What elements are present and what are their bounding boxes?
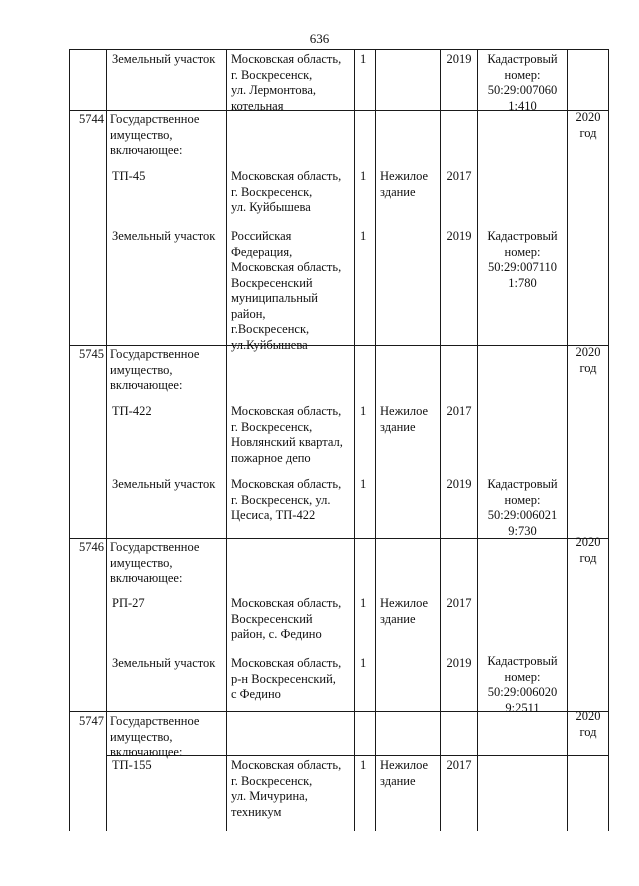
item-name: ТП-155 <box>112 758 152 772</box>
record-number: 5747 <box>79 714 104 728</box>
item-name: Земельный участок <box>112 229 216 243</box>
item-year: 2019 <box>446 477 472 491</box>
item-year: 2019 <box>446 656 472 670</box>
col-line <box>375 49 376 831</box>
col-line <box>440 49 441 831</box>
record-title: Государственное имущество, включающее: <box>110 714 200 759</box>
item-cadastral-note: Кадастровый номер: 50:29:006020 9:2511 <box>487 654 558 715</box>
row-line <box>69 49 609 50</box>
item-year: 2017 <box>446 596 472 610</box>
item-type: Нежилое здание <box>380 404 429 434</box>
col-line <box>608 49 609 831</box>
item-address: Московская область, г. Воскресенск, ул. Лермонтова, котельная <box>231 52 342 113</box>
item-address: Московская область, г. Воскресенск, Новлянский квартал, пожарное депо <box>231 404 343 465</box>
record-title: Государственное имущество, включающее: <box>110 347 200 392</box>
item-year: 2019 <box>446 229 472 243</box>
item-name: Земельный участок <box>112 52 216 66</box>
record-year: 2020 год <box>575 709 601 739</box>
item-name: РП-27 <box>112 596 145 610</box>
record-title: Государственное имущество, включающее: <box>110 540 200 585</box>
item-cadastral-note: Кадастровый номер: 50:29:007060 1:410 <box>487 52 558 113</box>
record-number: 5744 <box>79 112 104 126</box>
item-cadastral-note: Кадастровый номер: 50:29:007110 1:780 <box>487 229 558 290</box>
item-cadastral-note: Кадастровый номер: 50:29:006021 9:730 <box>487 477 558 538</box>
item-name: ТП-45 <box>112 169 146 183</box>
record-year: 2020 год <box>575 535 601 565</box>
col-line <box>354 49 355 831</box>
item-year: 2017 <box>446 758 472 772</box>
item-year: 2017 <box>446 404 472 418</box>
item-address: Московская область, г. Воскресенск, ул. Куйбышева <box>231 169 342 214</box>
item-name: Земельный участок <box>112 477 216 491</box>
item-quantity: 1 <box>360 229 367 243</box>
item-address: Московская область, г. Воскресенск, ул. Мичурина, техникум <box>231 758 342 819</box>
item-quantity: 1 <box>360 477 367 491</box>
item-type: Нежилое здание <box>380 596 429 626</box>
item-name: ТП-422 <box>112 404 152 418</box>
item-type: Нежилое здание <box>380 169 429 199</box>
item-quantity: 1 <box>360 656 367 670</box>
item-quantity: 1 <box>360 169 367 183</box>
item-address: Московская область, Воскресенский район, с. Федино <box>231 596 342 641</box>
record-number: 5745 <box>79 347 104 361</box>
page-number: 636 <box>309 31 330 46</box>
item-address: Российская Федерация, Московская область, Воскресенский муниципальный район, г.Воскресенск, ул.Куйбышева <box>231 229 342 352</box>
item-type: Нежилое здание <box>380 758 429 788</box>
col-line <box>106 49 107 831</box>
item-quantity: 1 <box>360 52 367 66</box>
item-address: Московская область, г. Воскресенск, ул. Цесиса, ТП-422 <box>231 477 342 522</box>
record-year: 2020 год <box>575 345 601 375</box>
item-quantity: 1 <box>360 404 367 418</box>
item-quantity: 1 <box>360 758 367 772</box>
record-title: Государственное имущество, включающее: <box>110 112 200 157</box>
item-year: 2017 <box>446 169 472 183</box>
record-number: 5746 <box>79 540 104 554</box>
item-year: 2019 <box>446 52 472 66</box>
item-name: Земельный участок <box>112 656 216 670</box>
item-quantity: 1 <box>360 596 367 610</box>
col-line <box>226 49 227 831</box>
record-year: 2020 год <box>575 110 601 140</box>
item-address: Московская область, р-н Воскресенский, с Федино <box>231 656 342 701</box>
